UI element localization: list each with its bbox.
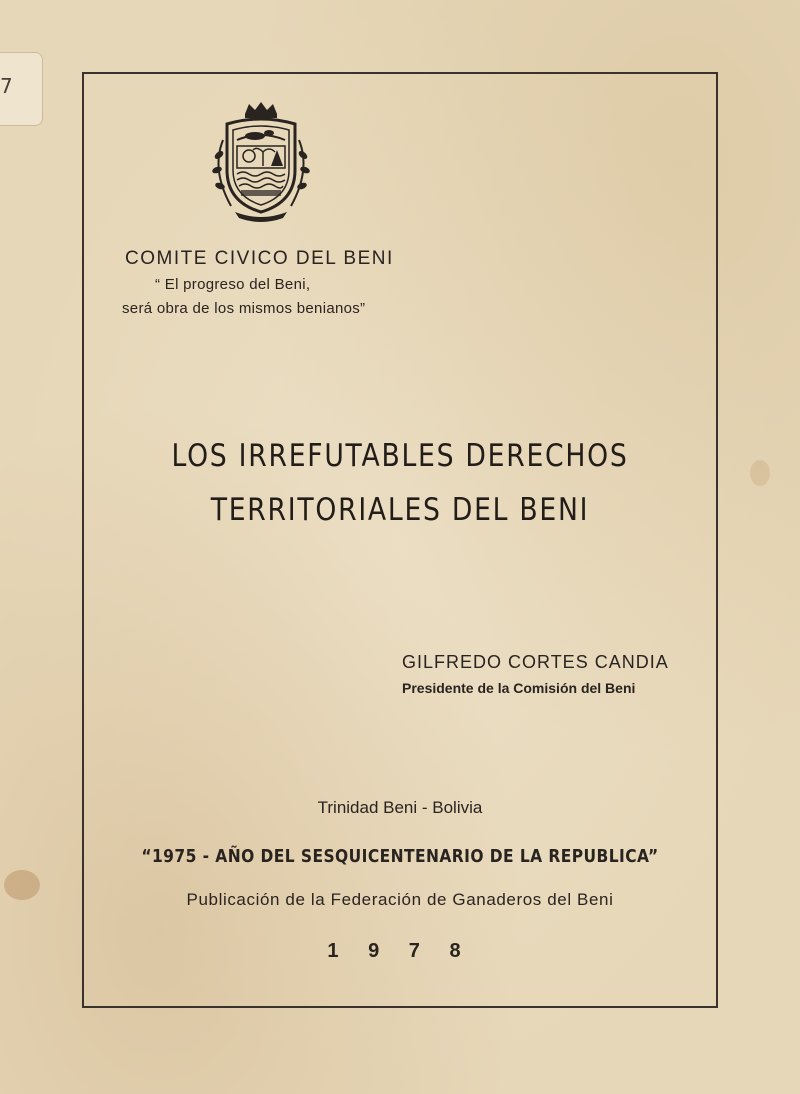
paper-stain [750,460,770,486]
author-name: GILFREDO CORTES CANDIA [402,652,669,672]
page-border [82,72,718,1008]
document-title-line-2: TERRITORIALES DEL BENI [210,492,590,528]
paper-stain [4,870,40,900]
document-title-line-1: LOS IRREFUTABLES DERECHOS [171,438,629,474]
publisher: Publicación de la Federación de Ganaderos del Beni [186,890,614,909]
publication-place: Trinidad Beni - Bolivia [317,798,483,817]
publication-year: 1 9 7 8 [327,940,473,962]
author-role: Presidente de la Comisión del Beni [402,680,636,696]
organization-name: COMITE CIVICO DEL BENI [125,248,394,269]
library-tag-number: 7 [0,74,13,98]
coat-of-arms-icon [205,100,317,225]
motto-line-2: será obra de los mismos benianos” [122,300,366,317]
motto-line-1: “ El progreso del Beni, [155,276,311,293]
anniversary-motto: “1975 - AÑO DEL SESQUICENTENARIO DE LA REPUBLICA” [141,846,659,867]
